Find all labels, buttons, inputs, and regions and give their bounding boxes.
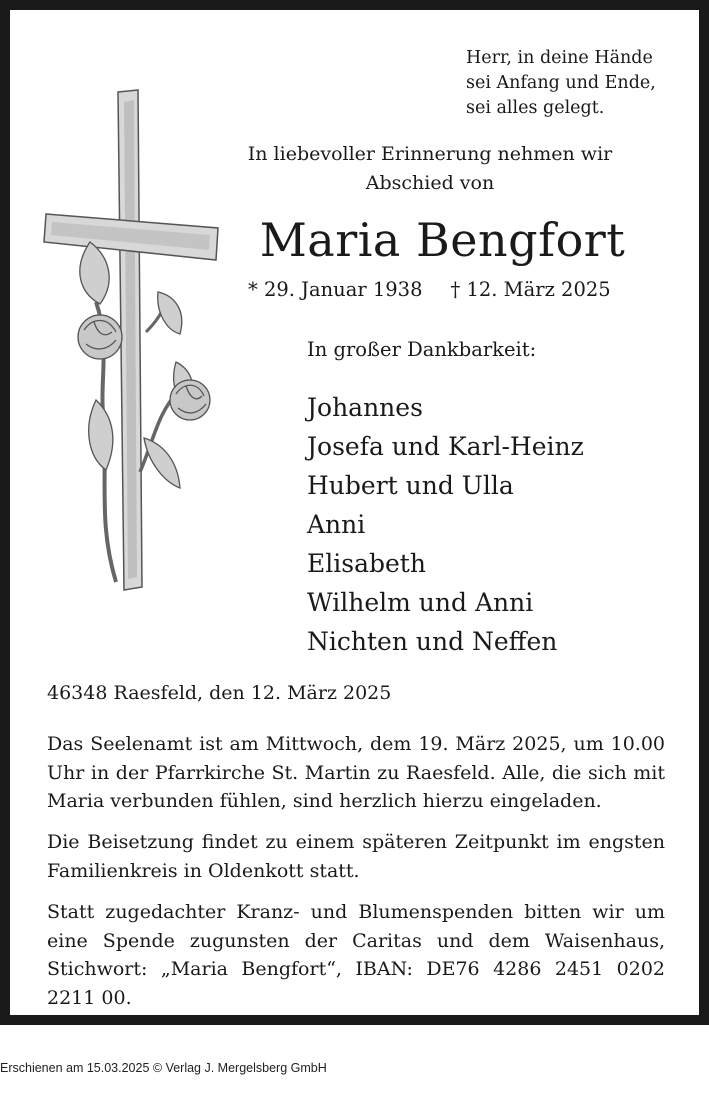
life-dates — [248, 278, 611, 301]
family-member: Johannes — [307, 393, 423, 422]
gratitude-heading: In großer Dankbarkeit: — [307, 338, 537, 361]
family-member: Josefa und Karl-Heinz — [307, 432, 584, 461]
family-member: Elisabeth — [307, 549, 426, 578]
place-date: 46348 Raesfeld, den 12. März 2025 — [47, 682, 392, 704]
verse-line: sei alles gelegt. — [466, 98, 605, 118]
burial-paragraph: Die Beisetzung findet zu einem späteren Zeitpunkt im engsten Familienkreis in Oldenkott statt. — [47, 831, 665, 882]
family-member: Wilhelm und Anni — [307, 588, 534, 617]
birth-date: * 29. Januar 1938 — [248, 278, 423, 301]
family-member: Hubert und Ulla — [307, 471, 514, 500]
donation-paragraph: Statt zugedachter Kranz- und Blumenspenden bitten wir um eine Spende zugunsten der Caritas und dem Waisenhaus, Stichwort: „Maria Bengfort“, IBAN: DE76 4286 2451 0202 2211 00. — [47, 901, 665, 1009]
family-list — [307, 388, 584, 661]
family-member: Nichten und Neffen — [307, 627, 558, 656]
intro-line: In liebevoller Erinnerung nehmen wir — [247, 143, 613, 165]
requiem-paragraph: Das Seelenamt ist am Mittwoch, dem 19. März 2025, um 10.00 Uhr in der Pfarrkirche St. Martin zu Raesfeld. Alle, die sich mit Maria verbunden fühlen, sind herzlich hierzu eingeladen. — [47, 733, 665, 812]
death-date: † 12. März 2025 — [450, 278, 611, 301]
deceased-name: Maria Bengfort — [259, 213, 626, 267]
verse-line: sei Anfang und Ende, — [466, 73, 656, 93]
intro-line: Abschied von — [365, 172, 495, 194]
intro-text — [190, 140, 670, 198]
publication-footer: Erschienen am 15.03.2025 © Verlag J. Mergelsberg GmbH — [0, 1061, 327, 1075]
family-member: Anni — [307, 510, 366, 539]
verse-line: Herr, in deine Hände — [466, 48, 653, 68]
verse — [466, 46, 656, 121]
